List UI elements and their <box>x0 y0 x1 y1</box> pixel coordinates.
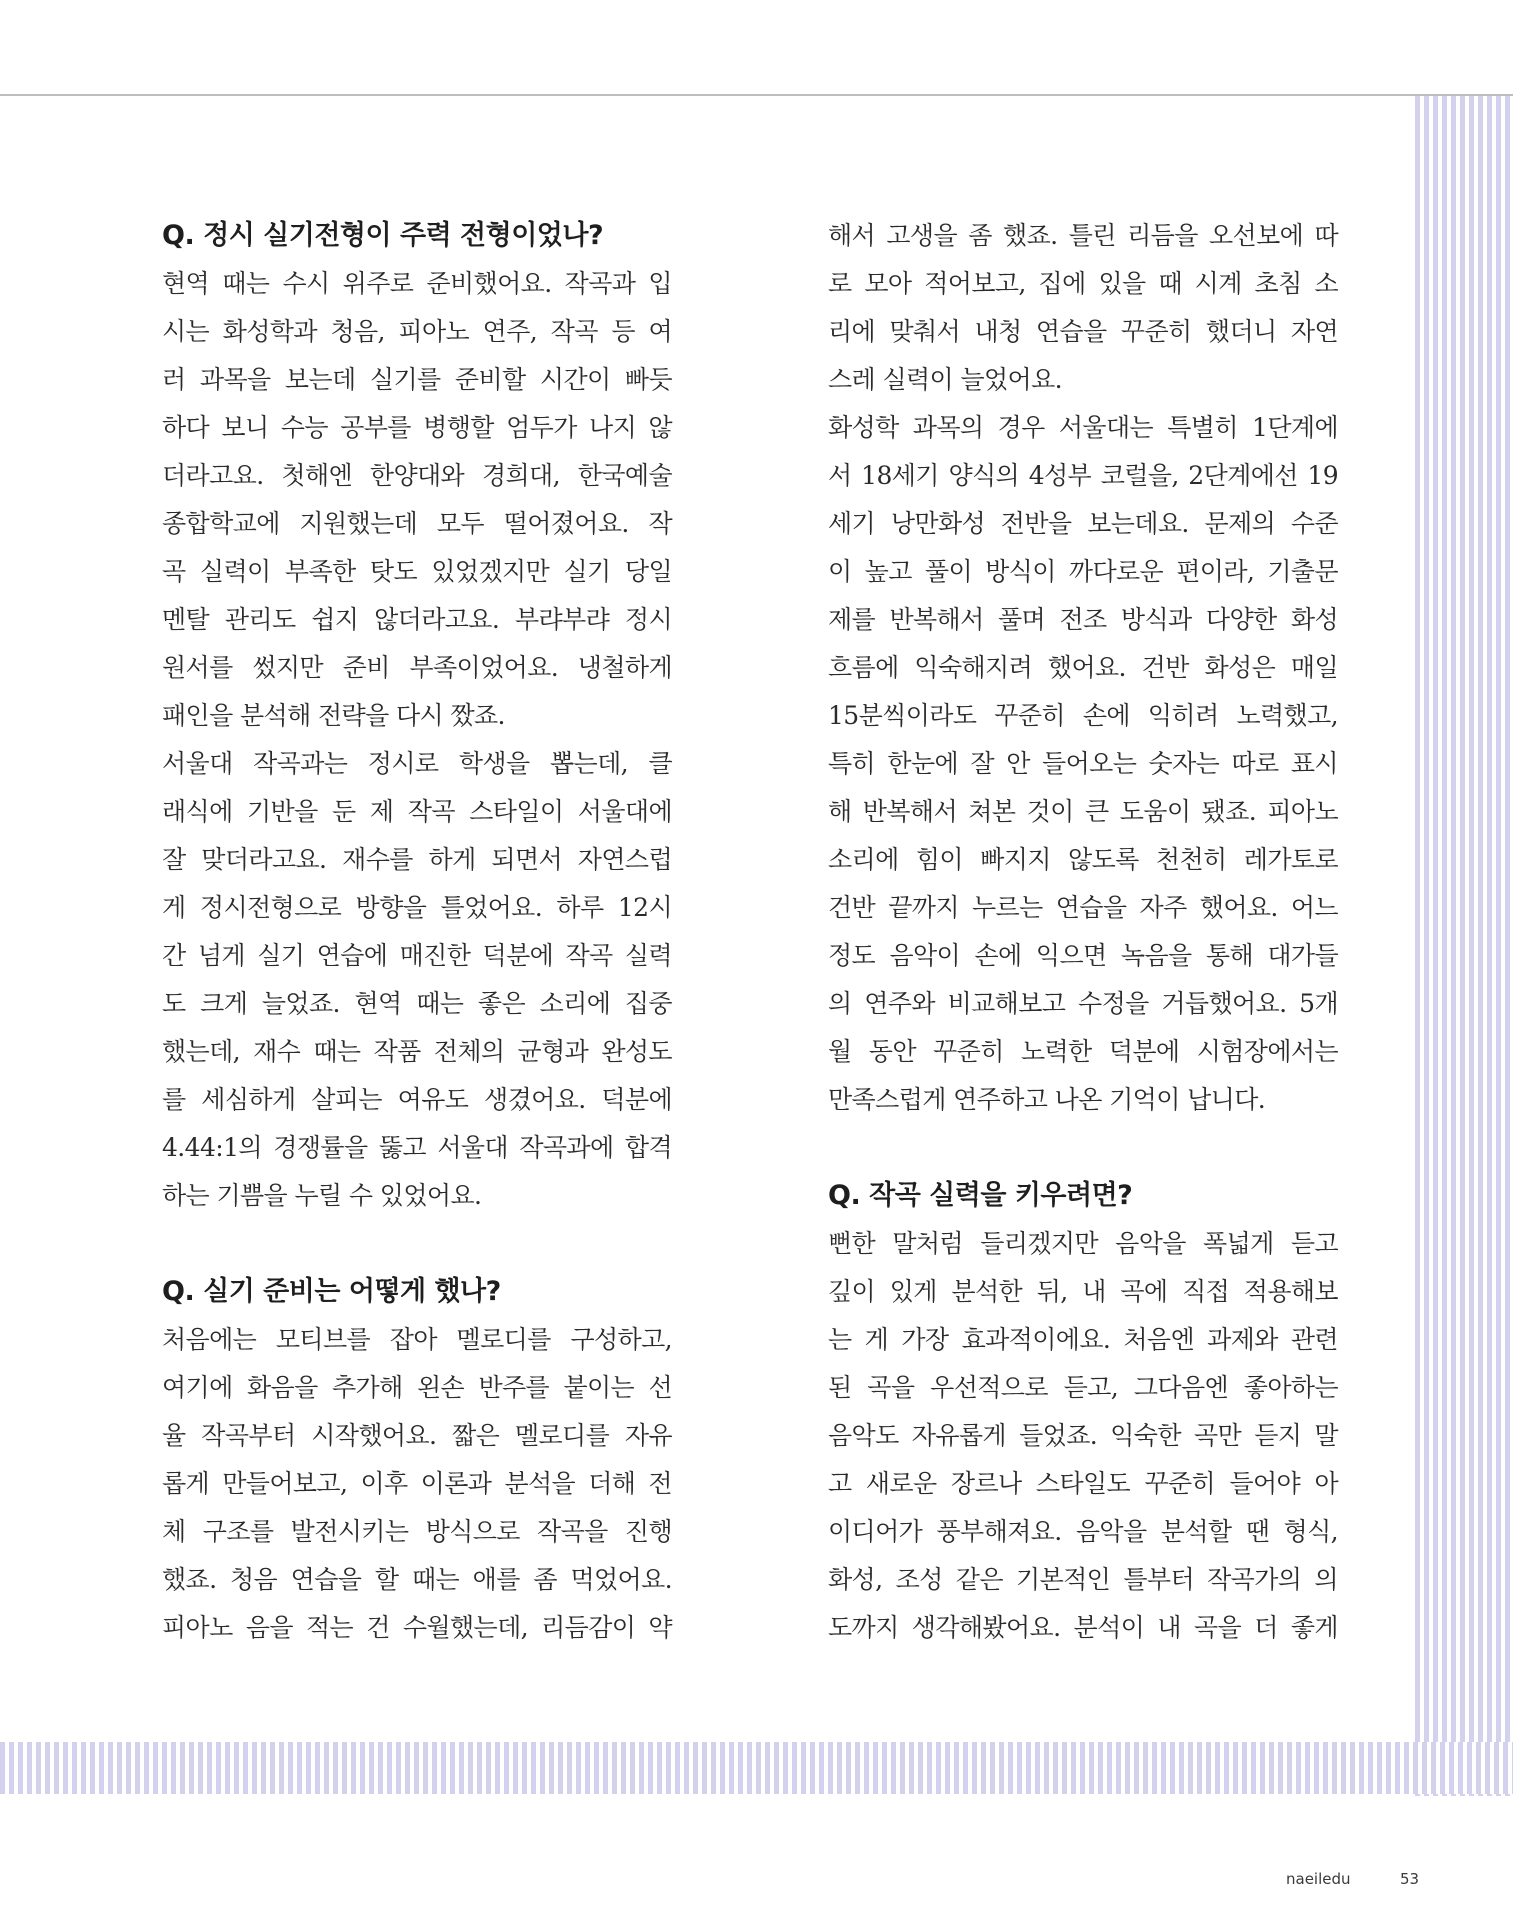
answer-paragraph <box>828 212 1338 404</box>
text-line: 소리에 힘이 빠지지 않도록 천천히 레가토로 <box>828 845 1338 874</box>
page-number: 53 <box>1400 1870 1420 1888</box>
text-line: 종합학교에 지원했는데 모두 떨어졌어요. 작 <box>162 509 672 538</box>
text-line: 리에 맞춰서 내청 연습을 꾸준히 했더니 자연 <box>828 317 1338 346</box>
answer-paragraph <box>162 740 672 1220</box>
text-line: 세기 낭만화성 전반을 보는데요. 문제의 수준 <box>828 509 1338 538</box>
text-line: 정도 음악이 손에 익으면 녹음을 통해 대가들 <box>828 941 1338 970</box>
text-line: 화성, 조성 같은 기본적인 틀부터 작곡가의 의 <box>828 1565 1338 1594</box>
text-line: 15분씩이라도 꾸준히 손에 익히려 노력했고, <box>828 701 1338 730</box>
text-line: 건반 끝까지 누르는 연습을 자주 했어요. 어느 <box>828 893 1338 922</box>
right-column <box>828 212 1338 1652</box>
text-line: 를 세심하게 살피는 여유도 생겼어요. 덕분에 <box>162 1085 672 1114</box>
text-line: 게 정시전형으로 방향을 틀었어요. 하루 12시 <box>162 893 672 922</box>
text-line: 하다 보니 수능 공부를 병행할 엄두가 나지 않 <box>162 413 672 442</box>
text-line: 이 높고 풀이 방식이 까다로운 편이라, 기출문 <box>828 557 1338 586</box>
text-line: 스레 실력이 늘었어요. <box>828 365 1062 394</box>
text-line: 해 반복해서 쳐본 것이 큰 도움이 됐죠. 피아노 <box>828 797 1338 826</box>
text-line: 멘탈 관리도 쉽지 않더라고요. 부랴부랴 정시 <box>162 605 672 634</box>
footer-brand: naeiledu <box>1286 1870 1351 1888</box>
question-heading: Q. 실기 준비는 어떻게 했나? <box>162 1276 501 1307</box>
answer-paragraph <box>828 404 1338 1124</box>
text-line: 도까지 생각해봤어요. 분석이 내 곡을 더 좋게 <box>828 1613 1338 1642</box>
text-line: 깊이 있게 분석한 뒤, 내 곡에 직접 적용해보 <box>828 1277 1338 1306</box>
text-line: 음악도 자유롭게 들었죠. 익숙한 곡만 듣지 말 <box>828 1421 1338 1450</box>
text-line: 시는 화성학과 청음, 피아노 연주, 작곡 등 여 <box>162 317 672 346</box>
text-line: 체 구조를 발전시키는 방식으로 작곡을 진행 <box>162 1517 672 1546</box>
text-line: 피아노 음을 적는 건 수월했는데, 리듬감이 약 <box>162 1613 672 1642</box>
text-line: 원서를 썼지만 준비 부족이었어요. 냉철하게 <box>162 653 672 682</box>
text-line: 로 모아 적어보고, 집에 있을 때 시계 초침 소 <box>828 269 1338 298</box>
text-line: 해서 고생을 좀 했죠. 틀린 리듬을 오선보에 따 <box>828 221 1338 250</box>
text-line: 여기에 화음을 추가해 왼손 반주를 붙이는 선 <box>162 1373 672 1402</box>
text-line: 서울대 작곡과는 정시로 학생을 뽑는데, 클 <box>162 749 672 778</box>
text-line: 도 크게 늘었죠. 현역 때는 좋은 소리에 집중 <box>162 989 672 1018</box>
section-gap <box>828 1124 1338 1172</box>
text-line: 간 넘게 실기 연습에 매진한 덕분에 작곡 실력 <box>162 941 672 970</box>
text-line: 흐름에 익숙해지려 했어요. 건반 화성은 매일 <box>828 653 1338 682</box>
text-line: 의 연주와 비교해보고 수정을 거듭했어요. 5개 <box>828 989 1338 1018</box>
text-line: 특히 한눈에 잘 안 들어오는 숫자는 따로 표시 <box>828 749 1338 778</box>
text-line: 하는 기쁨을 누릴 수 있었어요. <box>162 1181 482 1210</box>
text-line: 는 게 가장 효과적이에요. 처음엔 과제와 관련 <box>828 1325 1338 1354</box>
text-line: 했죠. 청음 연습을 할 때는 애를 좀 먹었어요. <box>162 1565 672 1594</box>
text-line: 만족스럽게 연주하고 나온 기억이 납니다. <box>828 1085 1266 1114</box>
text-line: 화성학 과목의 경우 서울대는 특별히 1단계에 <box>828 413 1338 442</box>
text-line: 월 동안 꾸준히 노력한 덕분에 시험장에서는 <box>828 1037 1338 1066</box>
text-line: 더라고요. 첫해엔 한양대와 경희대, 한국예술 <box>162 461 672 490</box>
text-line: 러 과목을 보는데 실기를 준비할 시간이 빠듯 <box>162 365 672 394</box>
text-line: 곡 실력이 부족한 탓도 있었겠지만 실기 당일 <box>162 557 672 586</box>
text-line: 4.44:1의 경쟁률을 뚫고 서울대 작곡과에 합격 <box>162 1133 672 1162</box>
text-line: 제를 반복해서 풀며 전조 방식과 다양한 화성 <box>828 605 1338 634</box>
text-line: 뻔한 말처럼 들리겠지만 음악을 폭넓게 듣고 <box>828 1229 1338 1258</box>
question-heading: Q. 정시 실기전형이 주력 전형이었나? <box>162 220 604 251</box>
answer-paragraph <box>828 1220 1338 1652</box>
text-line: 율 작곡부터 시작했어요. 짧은 멜로디를 자유 <box>162 1421 672 1450</box>
text-line: 잘 맞더라고요. 재수를 하게 되면서 자연스럽 <box>162 845 672 874</box>
text-line: 서 18세기 양식의 4성부 코럴을, 2단계에선 19 <box>828 461 1338 490</box>
text-line: 고 새로운 장르나 스타일도 꾸준히 들어야 아 <box>828 1469 1338 1498</box>
question-heading: Q. 작곡 실력을 키우려면? <box>828 1180 1133 1211</box>
decorative-stripe-bottom <box>0 1742 1513 1794</box>
left-column <box>162 212 672 1652</box>
text-line: 했는데, 재수 때는 작품 전체의 균형과 완성도 <box>162 1037 672 1066</box>
text-line: 패인을 분석해 전략을 다시 짰죠. <box>162 701 505 730</box>
section-gap <box>162 1220 672 1268</box>
text-line: 롭게 만들어보고, 이후 이론과 분석을 더해 전 <box>162 1469 672 1498</box>
answer-paragraph <box>162 1316 672 1652</box>
decorative-stripe-right <box>1415 96 1513 1796</box>
text-line: 이디어가 풍부해져요. 음악을 분석할 땐 형식, <box>828 1517 1338 1546</box>
answer-paragraph <box>162 260 672 740</box>
text-line: 래식에 기반을 둔 제 작곡 스타일이 서울대에 <box>162 797 672 826</box>
text-line: 현역 때는 수시 위주로 준비했어요. 작곡과 입 <box>162 269 672 298</box>
text-line: 처음에는 모티브를 잡아 멜로디를 구성하고, <box>162 1325 672 1354</box>
text-line: 된 곡을 우선적으로 듣고, 그다음엔 좋아하는 <box>828 1373 1338 1402</box>
